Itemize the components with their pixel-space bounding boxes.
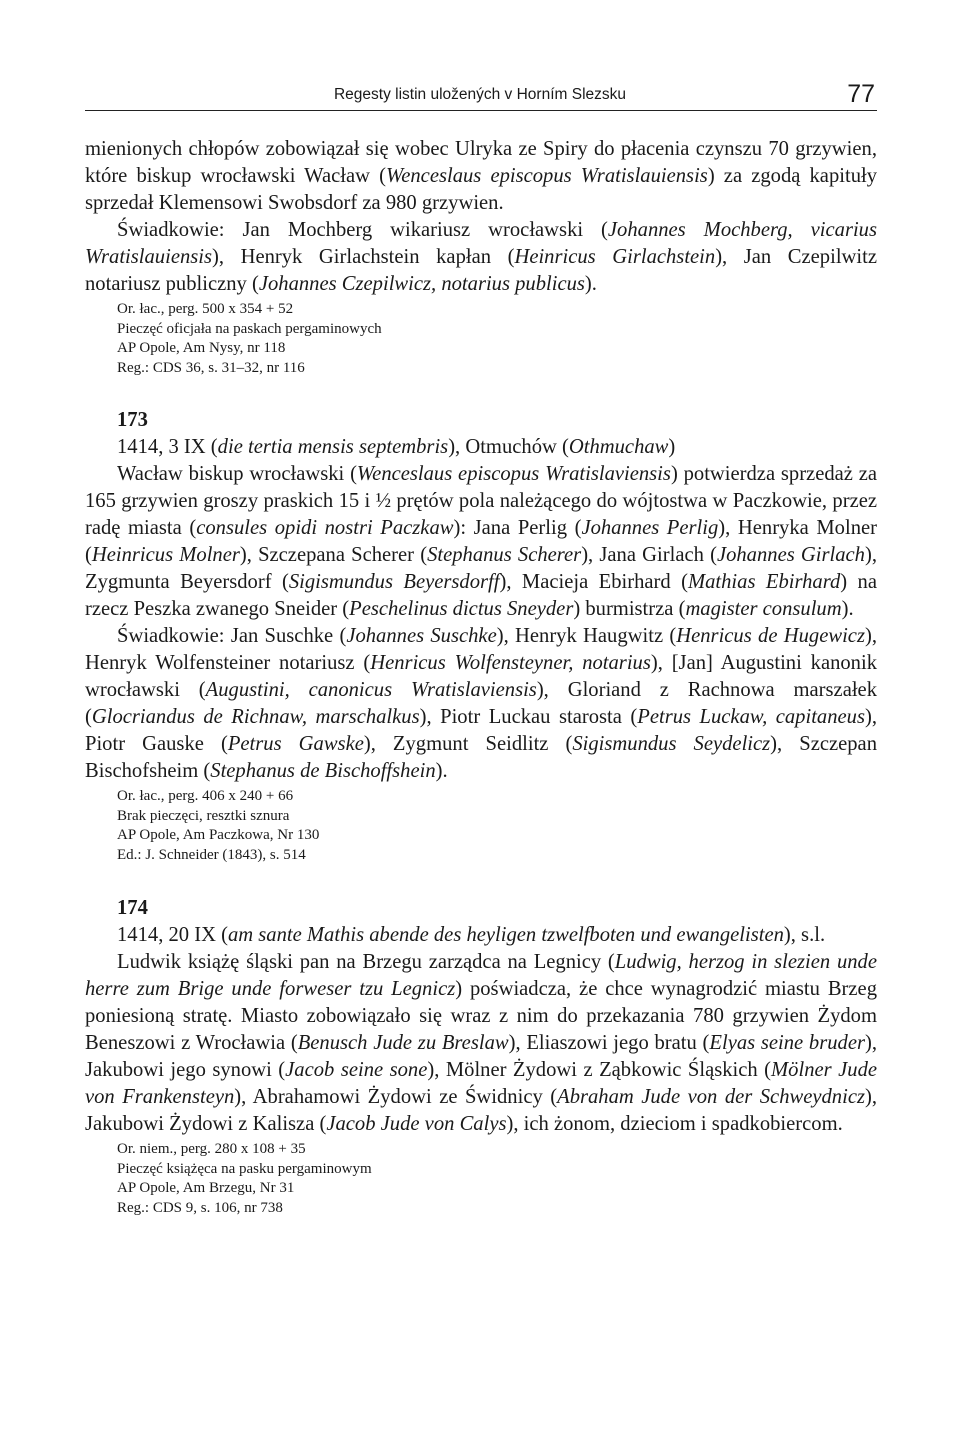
text-run: ) burmistrza ( [573, 598, 686, 620]
text-run: ), Gloriand z Rachnowa marszałek ( [85, 679, 877, 728]
text-run: ). [584, 273, 597, 295]
text-run: ) potwierdza sprzedaż za 165 grzywien groszy praskich 15 i ½ prętów pola należącego do wójtostwa w Paczkowie, przez radę miasta ( [85, 463, 877, 539]
latin-term: Stephanus Scherer [427, 544, 582, 566]
latin-term: Johannes Girlach [716, 544, 865, 566]
entry-173-witnesses [85, 623, 877, 785]
meta-line: Pieczęć oficjała na paskach pergaminowych [117, 320, 382, 337]
latin-term: Petrus Gawske [227, 733, 364, 755]
entry-173-summary [85, 461, 877, 623]
text-run: 1414, 20 IX ( [117, 924, 228, 946]
meta-line: Or. niem., perg. 280 x 108 + 35 [117, 1141, 306, 1157]
latin-term: Heinricus Molner [91, 544, 240, 566]
text-run: ), Szczepan Bischofsheim ( [85, 733, 877, 782]
latin-term: Augustini, canonicus Wratislaviensis [205, 679, 537, 701]
text-run: Świadkowie: Jan Mochberg wikariusz wrocławski ( [117, 219, 608, 241]
text-run: ), Mölner Żydowi z Ząbkowic Śląskich ( [427, 1059, 772, 1081]
latin-term: Sigismundus Beyersdorff [288, 571, 500, 593]
text-run: ), Otmuchów ( [448, 436, 569, 458]
text-run: ), Jakubowi jego synowi ( [85, 1032, 878, 1081]
entry-174-meta [85, 1140, 877, 1218]
latin-term: Wenceslaus episcopus Wratislaviensis [356, 463, 671, 485]
latin-term: Mathias Ebirhard [687, 571, 841, 593]
meta-line: Ed.: J. Schneider (1843), s. 514 [117, 846, 306, 863]
meta-line: AP Opole, Am Brzegu, Nr 31 [117, 1180, 295, 1196]
text-run: ), ich żonom, dzieciom i spadkobiercom. [506, 1113, 843, 1135]
latin-term: Abraham Jude von der Schweydnicz [557, 1086, 865, 1108]
text-run: ), Henryk Girlachstein kapłan ( [212, 246, 515, 268]
latin-term: am sante Mathis abende des heyligen tzwelfboten und ewangelisten [227, 924, 784, 946]
text-run: ), Jan Czepilwitz notariusz publiczny ( [85, 246, 878, 295]
latin-term: Stephanus de Bischoffshein [210, 760, 436, 782]
meta-line: Brak pieczęci, resztki sznura [117, 807, 290, 824]
meta-line: Or. łac., perg. 500 x 354 + 52 [117, 301, 294, 317]
text-run: ): Jana Perlig ( [453, 517, 582, 539]
latin-term: Jacob Jude von Calys [326, 1113, 507, 1135]
latin-term: Elyas seine bruder [709, 1032, 865, 1054]
text-run: ). [841, 598, 854, 620]
latin-term: Henricus de Hugewicz [676, 625, 865, 647]
entry-173-date [85, 434, 877, 461]
latin-term: Heinricus Girlachstein [514, 246, 716, 268]
meta-line: AP Opole, Am Nysy, nr 118 [117, 340, 286, 356]
latin-term: Johannes Mochberg, vicarius Wratislauiensis [85, 219, 877, 268]
text-run: ), Zygmunt Seidlitz ( [363, 733, 573, 755]
meta-line: AP Opole, Am Paczkowa, Nr 130 [117, 827, 320, 843]
text-run: ), Macieja Ebirhard ( [499, 571, 688, 593]
latin-term: Petrus Luckaw, capitaneus [637, 706, 865, 728]
meta-line: Reg.: CDS 36, s. 31–32, nr 116 [117, 359, 305, 376]
text-run: ), Jana Girlach ( [581, 544, 717, 566]
text-run: ). [435, 760, 448, 782]
text-run: ), Jakubowi Żydowi z Kalisza ( [85, 1086, 877, 1135]
text-run: ), [Jan] Augustini kanonik wrocławski ( [85, 652, 877, 701]
latin-term: consules opidi nostri Paczkaw [196, 517, 454, 539]
page-number: 77 [847, 80, 875, 108]
entry-174-summary [85, 949, 877, 1138]
continuation-witnesses [85, 217, 877, 298]
text-run: ), Szczepana Scherer ( [239, 544, 428, 566]
text-run: ) [668, 436, 676, 458]
page-header [85, 80, 875, 112]
text-run: ) na rzecz Peszka zwanego Sneider ( [85, 571, 877, 620]
entry-number-173: 173 [117, 409, 148, 431]
latin-term: Othmuchaw [568, 436, 669, 458]
latin-term: Mölner Jude von Frankensteyn [85, 1059, 878, 1108]
latin-term: Peschelinus dictus Sneyder [349, 598, 574, 620]
text-run: ) za zgodą kapituły sprzedał Klemensowi Swobsdorf za 980 grzywien. [85, 165, 878, 214]
text-run: Wacław biskup wrocławski ( [117, 463, 357, 485]
text-run: ), Zygmunta Beyersdorf ( [85, 544, 877, 593]
entry-173-meta [85, 787, 877, 865]
text-run: ) poświadcza, że chce wynagrodzić miastu Brzeg poniesioną stratę. Miasto zobowiązało się wraz z nim do przekazania 780 grzywien Żydom Beneszowi z Wrocławia ( [85, 978, 877, 1054]
entry-number-174: 174 [117, 897, 148, 919]
latin-term: Benusch Jude zu Breslaw [297, 1032, 509, 1054]
text-run: ), Henryk Wolfensteiner notariusz ( [85, 625, 877, 674]
meta-line: Or. łac., perg. 406 x 240 + 66 [117, 788, 294, 804]
text-run: Ludwik książę śląski pan na Brzegu zarządca na Legnicy ( [117, 951, 615, 973]
continuation-paragraph [85, 136, 877, 217]
meta-line: Reg.: CDS 9, s. 106, nr 738 [117, 1199, 283, 1216]
text-run: 1414, 3 IX ( [117, 436, 218, 458]
text-run: ), Henryk Haugwitz ( [496, 625, 677, 647]
running-title: Regesty listin uložených v Horním Slezsku [333, 86, 627, 103]
latin-term: magister consulum [685, 598, 842, 620]
entry-174-date [85, 922, 877, 949]
latin-term: Glocriandus de Richnaw, marschalkus [91, 706, 420, 728]
latin-term: Jacob seine sone [285, 1059, 428, 1081]
latin-term: Johannes Suschke [346, 625, 497, 647]
text-run: ), Piotr Luckau starosta ( [419, 706, 638, 728]
latin-term: Johannes Czepilwicz, notarius publicus [258, 273, 585, 295]
text-run: mienionych chłopów zobowiązał się wobec Ulryka ze Spiry do płacenia czynszu 70 grzywien, które biskup wrocławski Wacław ( [85, 138, 877, 187]
text-run: ), s.l. [783, 924, 826, 946]
page-body [85, 136, 877, 1218]
continuation-meta [85, 300, 877, 378]
latin-term: Wenceslaus episcopus Wratislauiensis [385, 165, 708, 187]
text-run: ), Henryka Molner ( [85, 517, 877, 566]
text-run: ), Eliaszowi jego bratu ( [508, 1032, 710, 1054]
latin-term: Ludwig, herzog in slezien unde herre zum Brige unde forweser tzu Legnicz [85, 951, 877, 1000]
latin-term: die tertia mensis septembris [217, 436, 449, 458]
header-rule [85, 110, 877, 111]
text-run: Świadkowie: Jan Suschke ( [117, 625, 347, 647]
latin-term: Henricus Wolfensteyner, notarius [370, 652, 651, 674]
latin-term: Johannes Perlig [581, 517, 719, 539]
latin-term: Sigismundus Seydelicz [572, 733, 771, 755]
text-run: ), Abrahamowi Żydowi ze Świdnicy ( [234, 1086, 558, 1108]
meta-line: Pieczęć książęca na pasku pergaminowym [117, 1160, 372, 1177]
text-run: ), Piotr Gauske ( [85, 706, 877, 755]
